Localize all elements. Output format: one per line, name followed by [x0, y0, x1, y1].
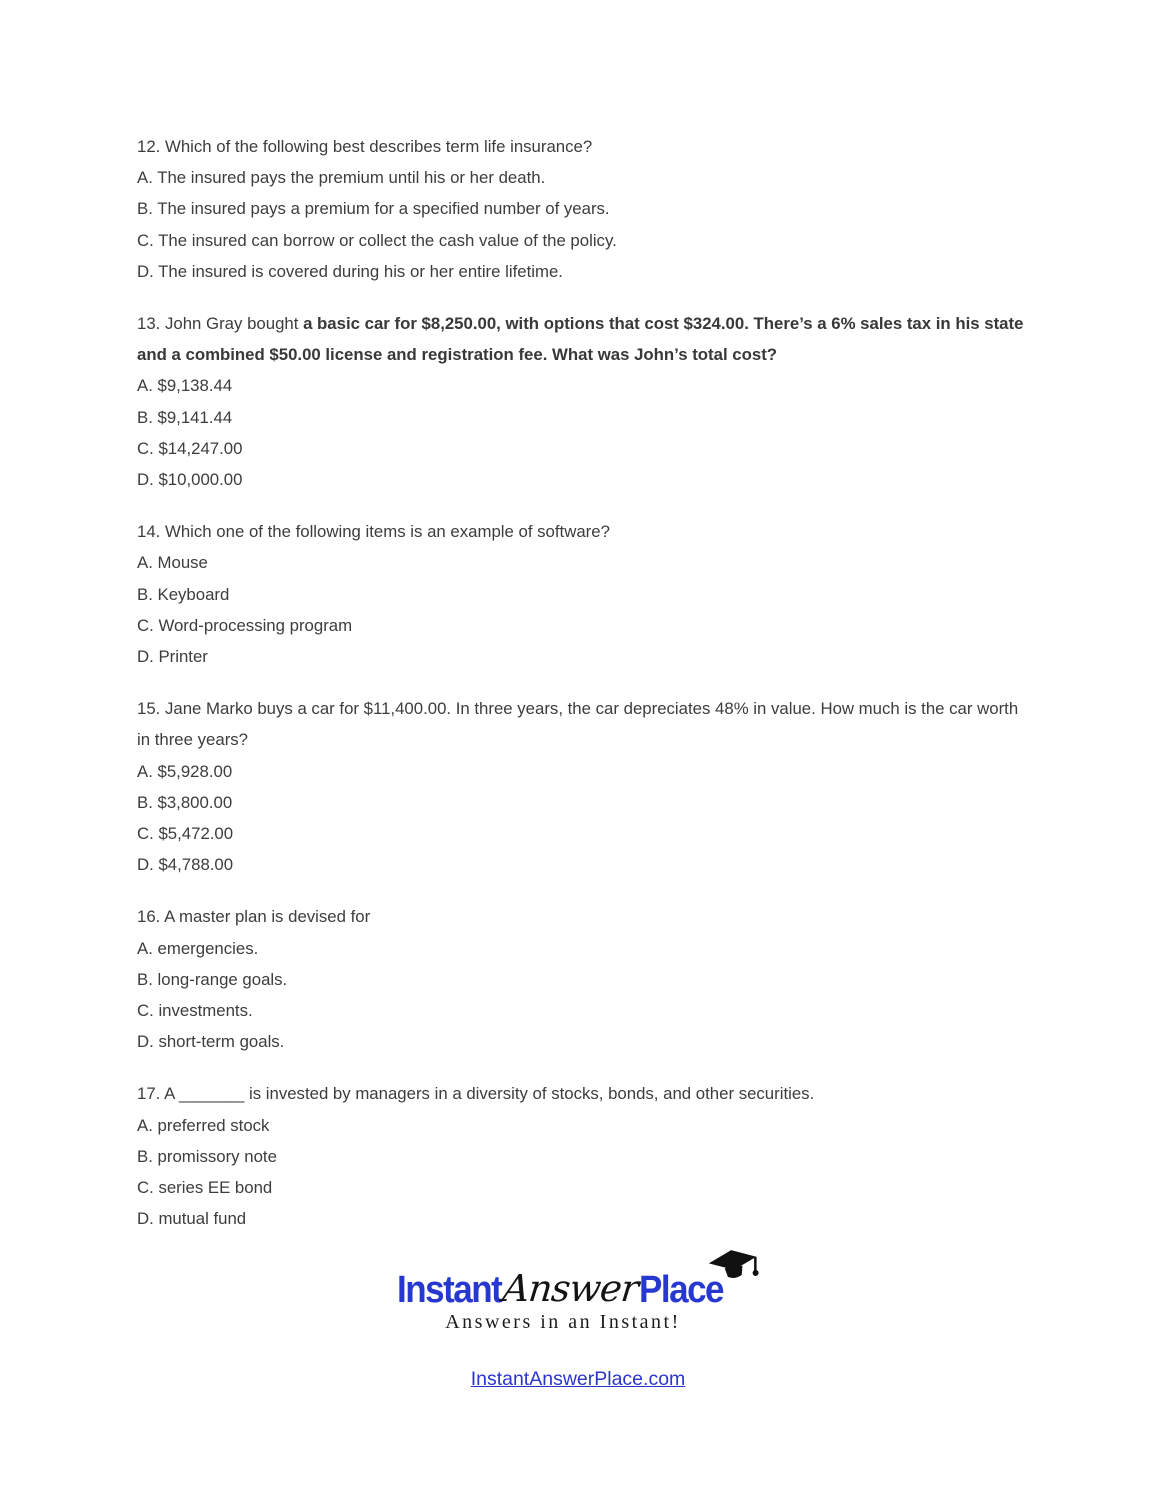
question-prompt: 17. A _______ is invested by managers in a diversity of stocks, bonds, and other securities. [137, 1084, 815, 1104]
logo-tagline: Answers in an Instant! [445, 1310, 681, 1333]
answer-option: D. Printer [137, 647, 208, 667]
answer-option: A. The insured pays the premium until his or her death. [137, 168, 546, 188]
question-14 [137, 516, 1024, 672]
answer-option: C. Word-processing program [137, 615, 353, 635]
answer-option: A. preferred stock [137, 1115, 270, 1135]
logo-text-instant: Instant [397, 1267, 502, 1311]
answer-option: C. The insured can borrow or collect the cash value of the policy. [137, 230, 617, 250]
answer-option: A. emergencies. [137, 938, 259, 958]
instant-answer-place-logo [397, 1263, 759, 1334]
question-16 [137, 901, 1024, 1057]
question-15 [137, 693, 1024, 880]
logo-text-place: Place [639, 1267, 723, 1311]
question-13 [137, 308, 1024, 495]
answer-option: D. The insured is covered during his or her entire lifetime. [137, 261, 563, 281]
answer-option: D. $4,788.00 [137, 855, 234, 875]
answer-option: B. The insured pays a premium for a specified number of years. [137, 199, 610, 219]
question-12 [137, 131, 1024, 287]
question-17 [137, 1078, 1024, 1234]
question-prompt: 16. A master plan is devised for [137, 907, 371, 927]
answer-option: C. $14,247.00 [137, 438, 243, 458]
answer-option: B. long-range goals. [137, 969, 288, 989]
prompt-bold-text: a basic car for $8,250.00, with options that cost $324.00. There’s a 6% sales tax in his state and a combined $50.00 license and registration fee. What was John’s total cost? [137, 314, 1024, 365]
answer-option: D. mutual fund [137, 1209, 247, 1229]
page-footer [0, 1263, 1156, 1391]
answer-option: B. $9,141.44 [137, 407, 233, 427]
question-prompt [137, 308, 1024, 370]
graduation-cap-icon [707, 1247, 759, 1285]
answer-option: A. $9,138.44 [137, 376, 233, 396]
question-prompt: 15. Jane Marko buys a car for $11,400.00. In three years, the car depreciates 48% in value. How much is the car worth in three years? [137, 699, 1019, 750]
answer-option: B. promissory note [137, 1146, 277, 1166]
answer-option: C. investments. [137, 1001, 253, 1021]
answer-option: C. $5,472.00 [137, 824, 234, 844]
question-prompt: 14. Which one of the following items is an example of software? [137, 522, 610, 542]
answer-option: D. short-term goals. [137, 1032, 285, 1052]
answer-option: B. Keyboard [137, 584, 230, 604]
answer-option: B. $3,800.00 [137, 792, 233, 812]
answer-option: A. Mouse [137, 553, 208, 573]
answer-option: C. series EE bond [137, 1178, 273, 1198]
site-link[interactable]: InstantAnswerPlace.com [470, 1367, 686, 1390]
question-prompt: 12. Which of the following best describes term life insurance? [137, 137, 593, 156]
logo-text-answer: Answer [500, 1266, 641, 1310]
prompt-regular-text: 13. John Gray bought [137, 314, 304, 334]
answer-option: A. $5,928.00 [137, 761, 233, 781]
answer-option: D. $10,000.00 [137, 470, 243, 490]
